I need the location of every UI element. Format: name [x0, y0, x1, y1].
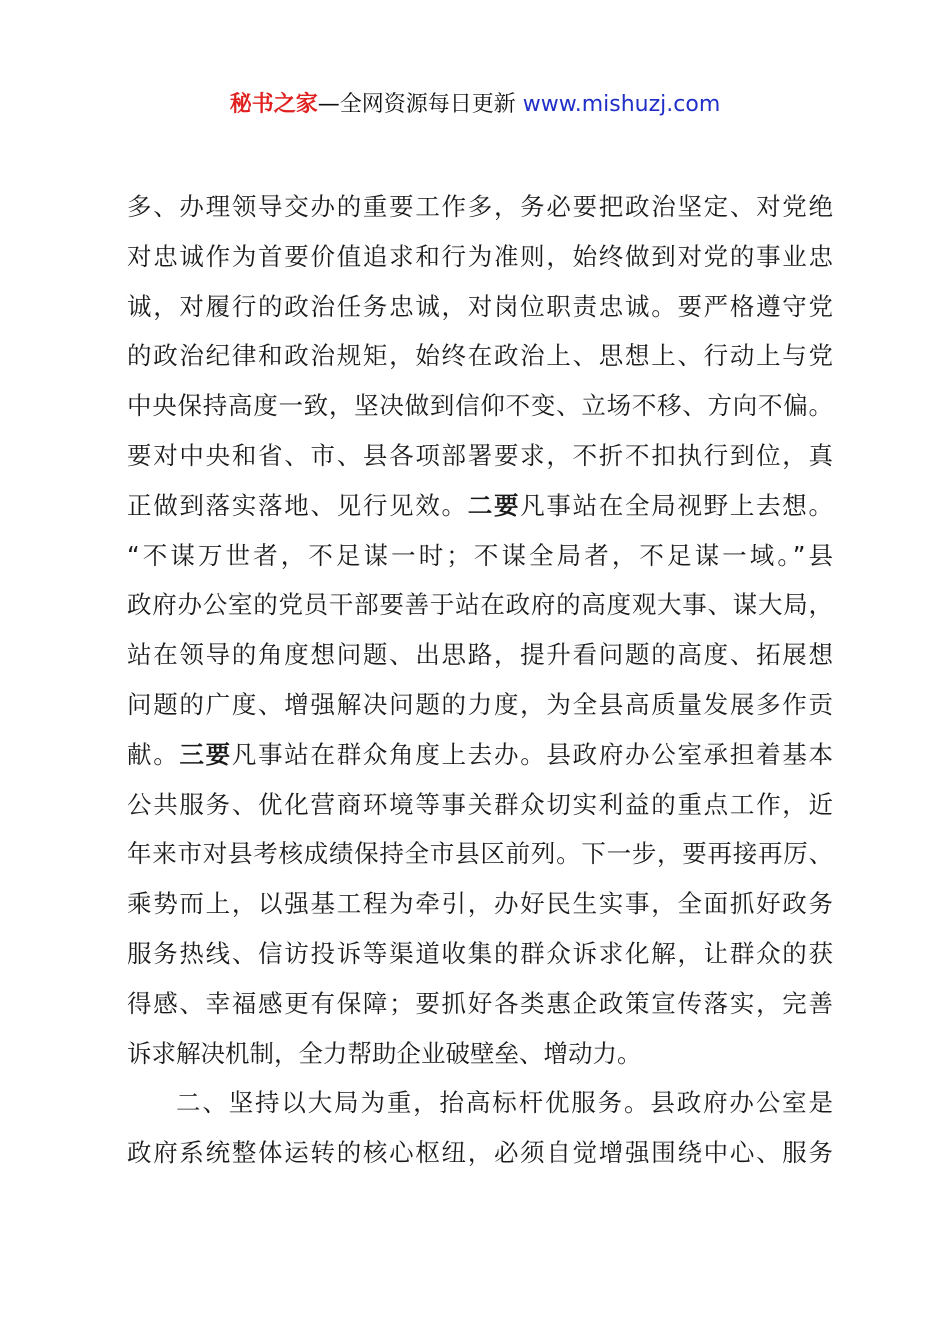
text-line: 的政治纪律和政治规矩，始终在政治上、思想上、行动上与党	[127, 341, 833, 371]
text-segment: 凡事站在全局视野上去想。	[520, 490, 834, 520]
text-line: 政府系统整体运转的核心枢纽，必须自觉增强围绕中心、服务	[127, 1138, 833, 1168]
text-line: 乘势而上，以强基工程为牵引，办好民生实事，全面抓好政务	[127, 889, 833, 919]
emphasis-label: 三要	[179, 739, 232, 769]
text-segment: 正做到落实落地、见行见效。	[127, 490, 468, 520]
site-header	[0, 88, 950, 122]
text-line: 站在领导的角度想问题、出思路，提升看问题的高度、拓展想	[127, 640, 833, 670]
text-line: “不谋万世者，不足谋一时；不谋全局者，不足谋一域。”县	[127, 540, 833, 570]
text-line: 诉求解决机制，全力帮助企业破壁垒、增动力。	[127, 1038, 642, 1068]
brand-name: 秘书之家	[229, 92, 318, 117]
text-line: 中央保持高度一致，坚决做到信仰不变、立场不移、方向不偏。	[127, 391, 833, 421]
text-segment: 凡事站在群众角度上去办。县政府办公室承担着基本	[231, 739, 834, 769]
text-segment: 献。	[127, 739, 180, 769]
text-line: 服务热线、信访投诉等渠道收集的群众诉求化解，让群众的获	[127, 938, 833, 968]
text-line: 问题的广度、增强解决问题的力度，为全县高质量发展多作贡	[127, 689, 833, 719]
text-line: 得感、幸福感更有保障；要抓好各类惠企政策宣传落实，完善	[127, 988, 833, 1018]
paragraph-start-line: 二、坚持以大局为重，抬高标杆优服务。县政府办公室是	[176, 1088, 833, 1118]
text-line	[127, 481, 833, 531]
text-line: 政府办公室的党员干部要善于站在政府的高度观大事、谋大局，	[127, 590, 833, 620]
text-line	[127, 730, 833, 780]
text-line: 要对中央和省、市、县各项部署要求，不折不扣执行到位，真	[127, 440, 833, 470]
text-line: 诚，对履行的政治任务忠诚，对岗位职责忠诚。要严格遵守党	[127, 291, 833, 321]
document-body	[127, 182, 833, 1178]
site-url-link[interactable]: www.mishuzj.com	[522, 92, 721, 117]
text-line: 多、办理领导交办的重要工作多，务必要把政治坚定、对党绝	[127, 192, 833, 221]
text-line: 年来市对县考核成绩保持全市县区前列。下一步，要再接再厉、	[127, 839, 833, 869]
text-line: 对忠诚作为首要价值追求和行为准则，始终做到对党的事业忠	[127, 241, 833, 271]
text-line: 公共服务、优化营商环境等事关群众切实利益的重点工作，近	[127, 789, 833, 819]
header-tagline: —全网资源每日更新	[317, 92, 523, 117]
emphasis-label: 二要	[467, 490, 521, 520]
